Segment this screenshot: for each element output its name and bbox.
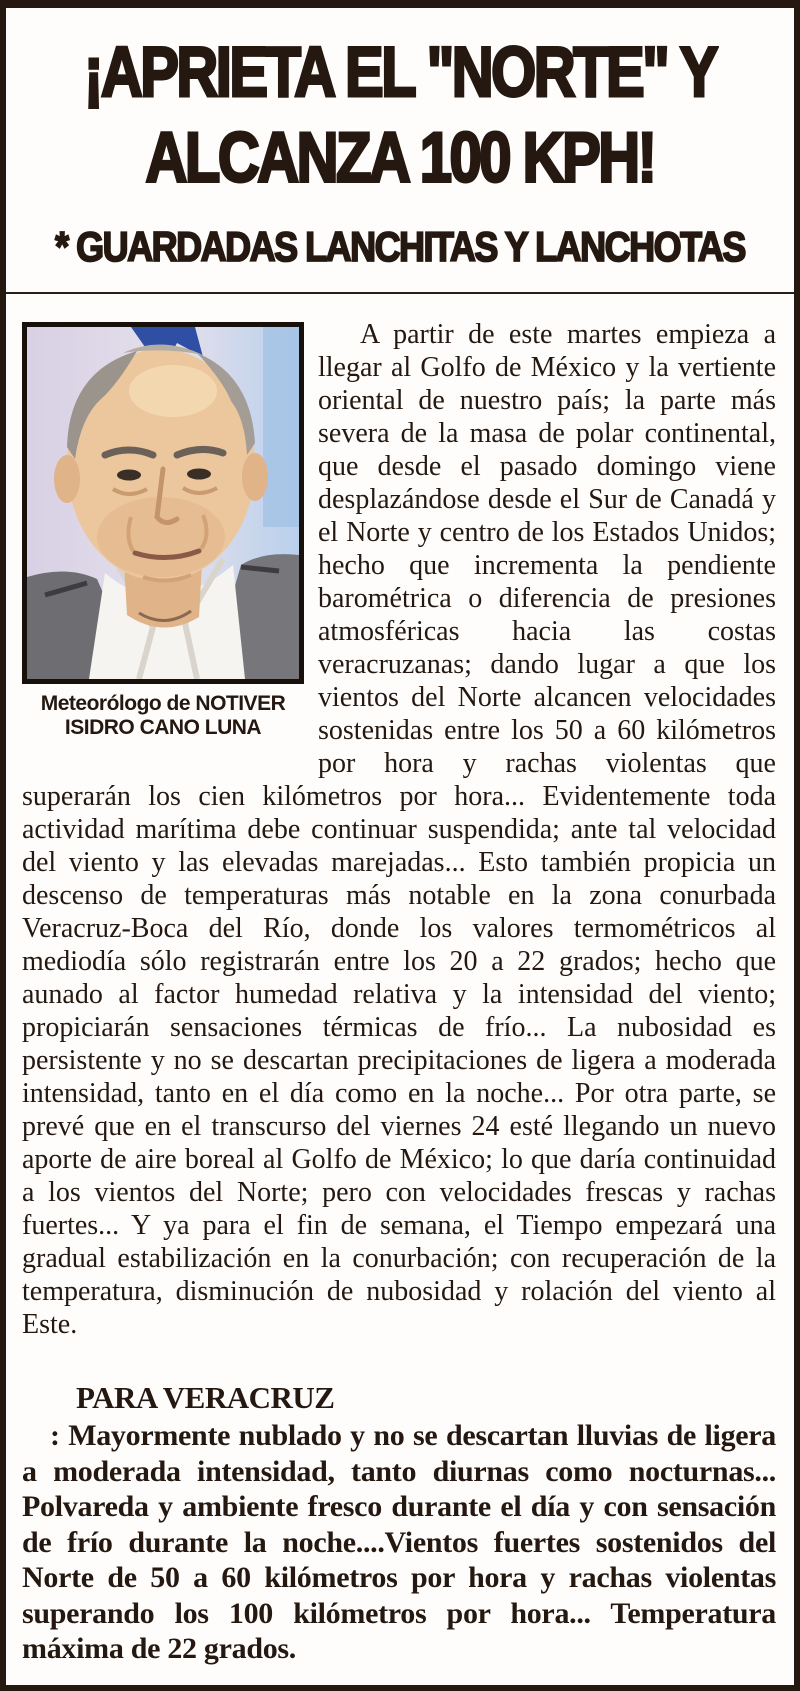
headline-line-1: ¡APRIETA EL "NORTE" Y	[84, 32, 716, 112]
headline	[16, 30, 784, 201]
portrait-illustration-icon	[27, 327, 299, 679]
subheadline: * GUARDADAS LANCHITAS Y LANCHOTAS	[55, 223, 745, 271]
portrait-photo	[22, 322, 304, 684]
headline-line-2: ALCANZA 100 KPH!	[145, 117, 655, 198]
forecast-heading: PARA VERACRUZ	[76, 1380, 335, 1415]
portrait-caption-line-1: Meteorólogo de NOTIVER	[40, 692, 286, 715]
forecast-paragraph: : Mayormente nublado y no se descartan lluvias de ligera a moderada intensidad, tanto diurnas como nocturnas... Polvareda y ambiente fresco durante el día y con sensación de frío durante la noche....Vientos fuertes sostenidos del Norte de 50 a 60 kilómetros por hora y rachas violentas superando los 100 kilómetros por hora... Temperatura máxima de 22 grados.	[22, 1419, 776, 1665]
portrait-caption-line-2: ISIDRO CANO LUNA	[64, 716, 262, 739]
body-paragraph: A partir de este martes empieza a llegar al Golfo de México y la vertiente oriental de nuestro país; la parte más severa de la masa de polar continental, que desde el pasado domingo viene desplazándose desde el Sur de Canadá y el Norte y centro de los Estados Unidos; hecho que incrementa la pendiente barométrica o diferencia de presiones atmosféricas hacia las costas veracruzanas; dando lugar a que los vientos del Norte alcancen velocidades sostenidas entre los 50 a 60 kilómetros por hora y rachas violentas que superarán los cien kilómetros por hora... Evidentemente toda actividad marítima debe continuar suspendida; ante tal velocidad del viento y las elevadas marejadas... Esto también propicia un descenso de temperaturas más notable en la zona conurbada Veracruz-Boca del Río, donde los valores termométricos al mediodía sólo registrarán entre los 20 a 22 grados; hecho que aunado al factor humedad relativa y la intensidad del viento; propiciarán sensaciones térmicas de frío... La nubosidad es persistente y no se descartan precipitaciones de ligera a moderada intensidad, tanto en el día como en la noche... Por otra parte, se prevé que en el transcurso del viernes 24 esté llegando un nuevo aporte de aire boreal al Golfo de México; lo que daría continuidad a los vientos del Norte; pero con velocidades frescas y rachas fuertes... Y ya para el fin de semana, el Tiempo empezará una gradual estabilización en la conurbación; con recuperación de la temperatura, disminución de nubosidad y rolación del viento al Este.	[22, 319, 776, 1340]
portrait-figure	[22, 322, 304, 740]
forecast-section	[22, 1381, 776, 1667]
article-body	[6, 294, 794, 1667]
portrait-caption	[22, 684, 304, 740]
